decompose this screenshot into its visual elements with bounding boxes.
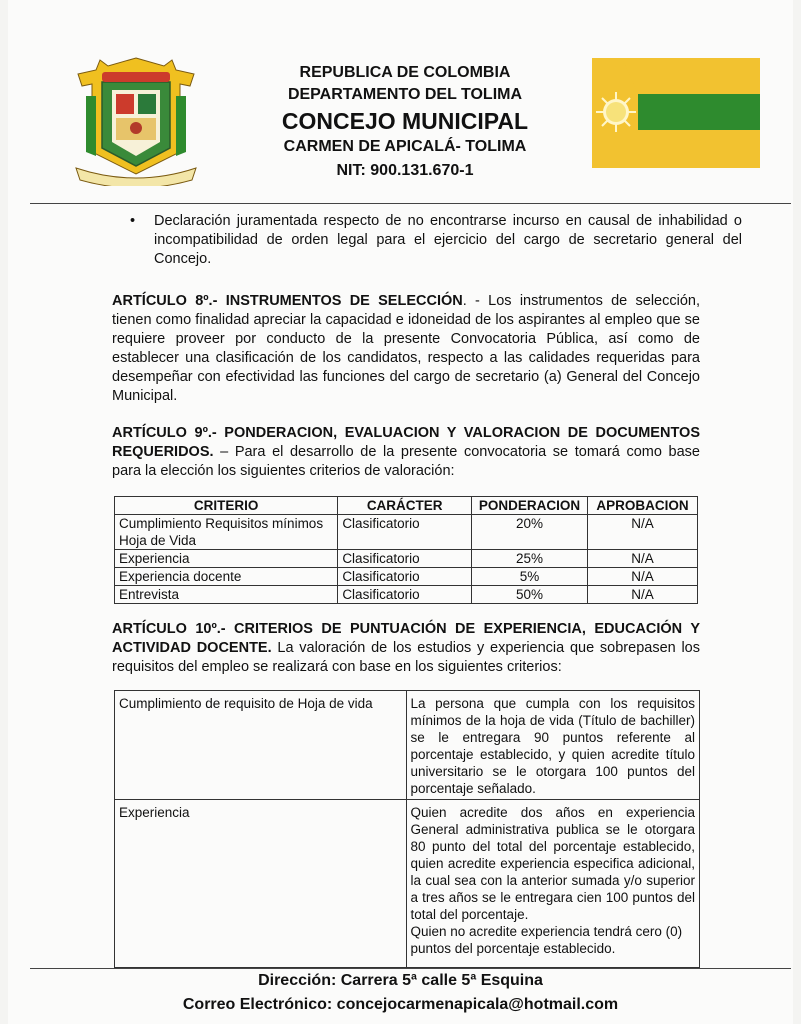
tolima-flag <box>592 58 760 168</box>
declaration-bullet <box>112 212 742 269</box>
column-header: CARÁCTER <box>338 497 472 515</box>
scoring-table <box>114 690 700 968</box>
table-cell: Clasificatorio <box>338 550 472 568</box>
bullet-marker: • <box>130 213 136 229</box>
table-cell: 25% <box>472 550 588 568</box>
table-cell: Clasificatorio <box>338 586 472 604</box>
footer-address: Dirección: Carrera 5ª calle 5ª Esquina <box>258 972 543 989</box>
header-divider <box>30 203 791 204</box>
municipal-coat-of-arms <box>72 56 200 186</box>
table-cell: Cumplimiento Requisitos mínimos Hoja de Vida <box>115 515 338 550</box>
experience-description: Quien acredite dos años en experiencia General administrativa publica se le otorgara 80 punto del total del porcentaje establecido, quien acredite experiencia especifica adicional, la cual sea con la anterior sumada y/o superior a tres años se le entregara cien 100 puntos del total del porcentaje. <box>410 805 695 922</box>
footer-email: Correo Electrónico: concejocarmenapicala@hotmail.com <box>182 996 619 1013</box>
table-cell: Experiencia <box>115 550 338 568</box>
header-municipality: CARMEN DE APICALÁ- TOLIMA <box>283 138 527 155</box>
letterhead-title <box>240 62 570 182</box>
table-cell: N/A <box>588 568 698 586</box>
table-row <box>115 568 698 586</box>
table-row <box>115 515 698 550</box>
table-cell: Experiencia <box>115 800 407 968</box>
table-row <box>115 800 700 968</box>
table-cell: N/A <box>588 586 698 604</box>
header-department: DEPARTAMENTO DEL TOLIMA <box>287 86 523 103</box>
bullet-text: Declaración juramentada respecto de no encontrarse incurso en causal de inhabilidad o incompatibilidad de orden legal para el ejercicio del cargo de secretario general del Concejo. <box>154 213 742 267</box>
table-row <box>115 586 698 604</box>
header-council: CONCEJO MUNICIPAL <box>281 108 529 134</box>
article-8-body: . - Los instrumentos de selección, tienen como finalidad apreciar la capacidad e idoneidad de los aspirantes al empleo que se requiere proveer por conducto de la presente Convocatoria Pública, así como de establecer una clasificación de los candidatos, respecto a las calidades requeridas para desempeñar con efectividad las funciones del cargo de secretario (a) General del Concejo Municipal. <box>112 293 700 404</box>
experience-note: Quien no acredite experiencia tendrá cero (0) puntos del porcentaje establecido. <box>410 924 683 956</box>
table-cell: Cumplimiento de requisito de Hoja de vida <box>115 691 407 800</box>
criteria-table <box>114 496 698 604</box>
table-cell: 20% <box>472 515 588 550</box>
table-cell: Entrevista <box>115 586 338 604</box>
table-cell: 50% <box>472 586 588 604</box>
article-9-body: – Para el desarrollo de la presente convocatoria se tomará como base para la elección los siguientes criterios de valoración: <box>112 444 700 479</box>
header-country: REPUBLICA DE COLOMBIA <box>299 64 511 81</box>
article-8 <box>112 292 700 406</box>
article-9-heading: ARTÍCULO 9º.- PONDERACION, EVALUACION Y VALORACION DE DOCUMENTOS REQUERIDOS. <box>112 425 700 460</box>
column-header: APROBACION <box>588 497 698 515</box>
article-10-body: La valoración de los estudios y experiencia que sobrepasen los requisitos del empleo se realizará con base en los siguientes criterios: <box>112 640 700 675</box>
header-nit: NIT: 900.131.670-1 <box>336 162 474 179</box>
table-cell: 5% <box>472 568 588 586</box>
article-9 <box>112 424 700 481</box>
column-header: CRITERIO <box>115 497 338 515</box>
article-10-heading: ARTÍCULO 10º.- CRITERIOS DE PUNTUACIÓN DE EXPERIENCIA, EDUCACIÓN Y ACTIVIDAD DOCENTE. <box>112 621 700 656</box>
footer-divider <box>30 968 791 969</box>
column-header: PONDERACION <box>472 497 588 515</box>
table-cell <box>406 800 700 968</box>
table-row <box>115 550 698 568</box>
table-cell: Experiencia docente <box>115 568 338 586</box>
table-header-row <box>115 497 698 515</box>
article-10 <box>112 620 700 677</box>
table-row <box>115 691 700 800</box>
table-cell: N/A <box>588 550 698 568</box>
table-cell: La persona que cumpla con los requisitos mínimos de la hoja de vida (Título de bachiller) se le entregara 90 puntos referente al porcentaje establecido, y quien acredite título universitario se le otorgara 100 puntos del porcentaje señalado. <box>406 691 700 800</box>
article-8-heading: ARTÍCULO 8º.- INSTRUMENTOS DE SELECCIÓN <box>112 293 463 309</box>
table-cell: Clasificatorio <box>338 568 472 586</box>
table-cell: Clasificatorio <box>338 515 472 550</box>
table-cell: N/A <box>588 515 698 550</box>
